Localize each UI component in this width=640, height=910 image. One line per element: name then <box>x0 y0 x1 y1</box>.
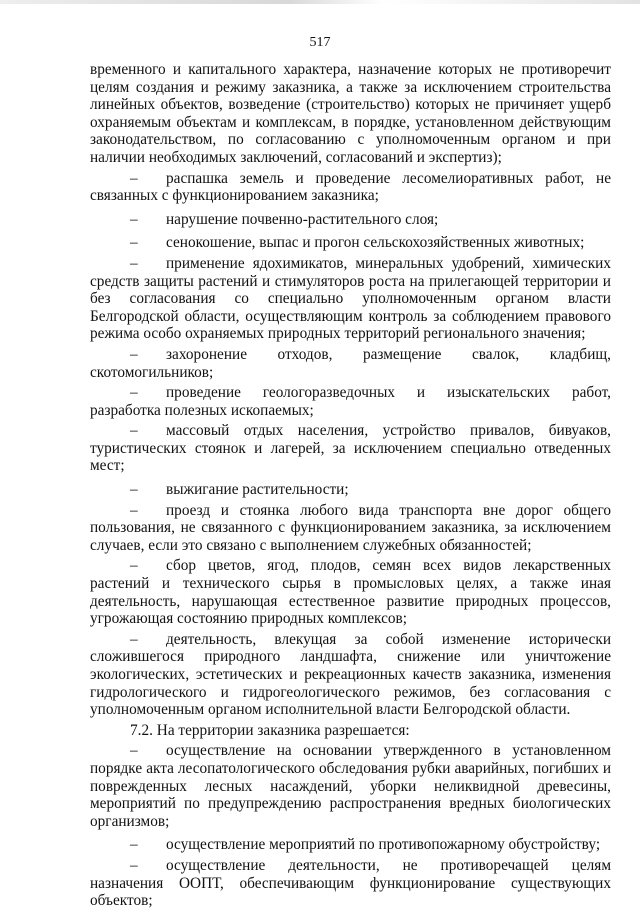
list-item <box>90 255 611 343</box>
dash-marker: – <box>130 501 138 519</box>
list-item <box>90 631 611 719</box>
dash-marker: – <box>130 234 138 252</box>
section-heading-text: 7.2. На территории заказника разрешается: <box>130 721 410 739</box>
list-item <box>90 234 611 252</box>
dash-marker: – <box>130 856 138 874</box>
dash-marker: – <box>130 345 138 363</box>
list-item <box>90 211 611 229</box>
dash-marker: – <box>130 836 138 854</box>
list-item-text: сбор цветов, ягод, плодов, семян всех видов лекарственных растений и технического сырья в промысловых целях, а также иная деятельность, нарушающая естественное развитие природных процессов, угрожающая состоянию природных комплексов; <box>90 557 611 628</box>
list-item-text: распашка земель и проведение лесомелиоративных работ, не связанных с функционированием заказника; <box>90 169 611 205</box>
section-heading <box>90 722 611 740</box>
list-item <box>90 346 611 381</box>
dash-marker: – <box>130 557 138 575</box>
list-item <box>90 836 611 854</box>
list-item <box>90 422 611 475</box>
document-body <box>90 61 611 910</box>
dash-marker: – <box>130 210 138 228</box>
list-item-text: осуществление деятельности, не противоречащей целям назначения ООПТ, обеспечивающим функционирование существующих объектов; <box>90 856 611 910</box>
list-item-text: выжигание растительности; <box>166 481 349 499</box>
list-item <box>90 857 611 910</box>
list-item-text: применение ядохимикатов, минеральных удобрений, химических средств защиты растений и стимуляторов роста на прилегающей территории и без согласования со специально уполномоченным органом власти Белгородской области, осуществляющим контроль за соблюдением правового режима особо охраняемых природных территорий регионального значения; <box>90 254 611 343</box>
page-number: 517 <box>309 35 331 50</box>
dash-marker: – <box>130 481 138 499</box>
list-item-text: проведение геологоразведочных и изыскательских работ, разработка полезных ископаемых; <box>90 384 611 419</box>
list-item <box>90 742 611 830</box>
dash-marker: – <box>130 630 138 648</box>
list-item-text: массовый отдых населения, устройство привалов, бивуаков, туристических стоянок и лагерей, за исключением специально отведенных мест; <box>90 422 611 475</box>
list-item <box>90 481 611 499</box>
dash-marker: – <box>130 384 138 402</box>
list-item-text: сенокошение, выпас и прогон сельскохозяйственных животных; <box>166 234 585 252</box>
dash-marker: – <box>130 169 138 187</box>
dash-marker: – <box>130 422 138 440</box>
list-item-text: нарушение почвенно-растительного слоя; <box>166 210 439 228</box>
paragraph-text: временного и капитального характера, назначение которых не противоречит целям создания и режиму заказника, а также за исключением строительства линейных объектов, возведение (строительство) которых не причиняет ущерб охраняемым объектам и комплексам, в порядке, установленном действующим законодательством, по согласованию с уполномоченным органом и при наличии необходимых заключений, согласований и экспертиз); <box>90 61 611 166</box>
list-item-text: деятельность, влекущая за собой изменение исторически сложившегося природного ландшафта, снижение или уничтожение экологических, эстетических и рекреационных качеств заказника, изменения гидрологического и гидрогеологического режимов, без согласования с уполномоченным органом исполнительной власти Белгородской области. <box>90 630 611 719</box>
list-item-text: осуществление мероприятий по противопожарному обустройству; <box>166 836 601 854</box>
list-item-text: проезд и стоянка любого вида транспорта вне дорог общего пользования, не связанного с функционированием заказника, за исключением случаев, если это связано с выполнением служебных обязанностей; <box>90 501 611 554</box>
list-item <box>90 557 611 627</box>
list-item-text: осуществление на основании утвержденного в установленном порядке акта лесопатологического обследования рубки аварийных, погибших и поврежденных лесных насаждений, уборки неликвидной древесины, мероприятий по предупреждению распространения вредных биологических организмов; <box>90 742 611 830</box>
paragraph <box>90 61 611 167</box>
dash-marker: – <box>130 254 138 272</box>
list-item <box>90 502 611 555</box>
list-item-text: захоронение отходов, размещение свалок, кладбищ, скотомогильников; <box>90 345 611 381</box>
list-item <box>90 384 611 419</box>
dash-marker: – <box>130 742 138 760</box>
scan-edge <box>0 0 640 4</box>
list-item <box>90 170 611 205</box>
